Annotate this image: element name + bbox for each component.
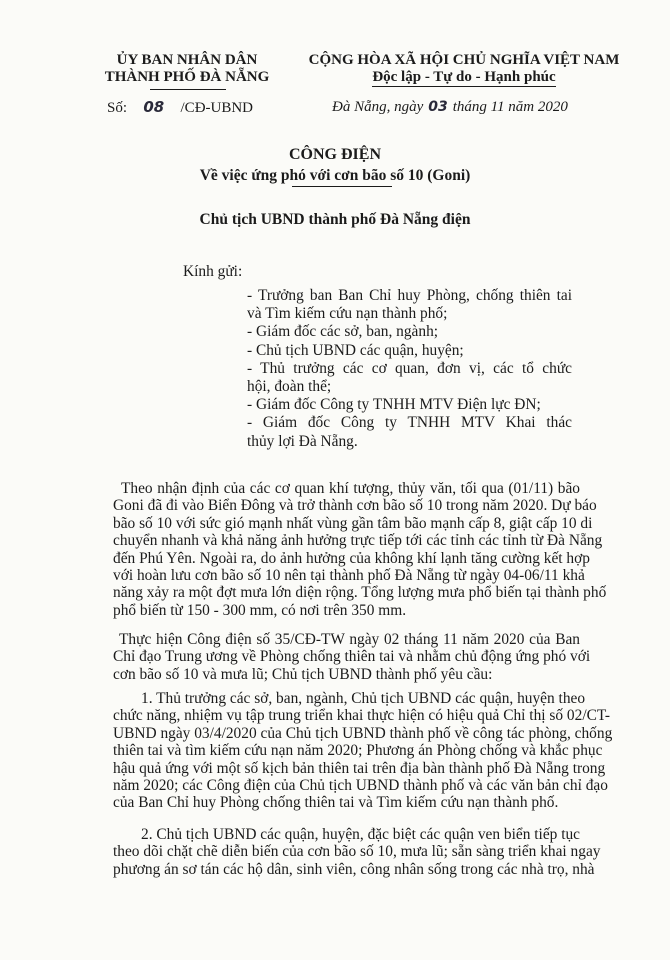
recipient-line: - Giám đốc các sở, ban, ngành; [247, 323, 439, 341]
text-line: UBND ngày 03/4/2020 của Chủ tịch UBND thành phố về công tác phòng, chống [113, 724, 613, 742]
text-line: Goni đã đi vào Biển Đông và trở thành cơn bão số 10 trong năm 2020. Dự báo [113, 497, 597, 515]
text-line: chuyển nhanh và khả năng ảnh hưởng trực tiếp tới các tỉnh các tỉnh từ Đà Nẵng [113, 532, 603, 550]
document-sender: Chủ tịch UBND thành phố Đà Nẵng điện [199, 211, 471, 228]
date-prefix: Đà Nẵng, ngày [332, 99, 424, 115]
text-line: Chỉ đạo Trung ương về Phòng chống thiên tai và nhằm chủ động ứng phó với [113, 648, 591, 666]
recipient-line: - Thủ trưởng các cơ quan, đơn vị, các tổ chức [247, 359, 572, 377]
text-line: bão số 10 với sức gió mạnh nhất vùng gần tâm bão mạnh cấp 8, giật cấp 10 di [113, 514, 593, 532]
paragraph-implementation [113, 631, 591, 683]
text-line: 1. Thủ trưởng các sở, ban, ngành, Chủ tịch UBND các quận, huyện theo [141, 690, 586, 707]
recipients-list [247, 287, 572, 451]
number-handwritten: 08 [143, 98, 165, 116]
paragraph-item-2 [113, 826, 601, 878]
text-line: năng xảy ra một đợt mưa lớn diện rộng. Tổng lượng mưa phổ biến tại thành phố [113, 584, 607, 602]
recipient-line: - Giám đốc Công ty TNHH MTV Điện lực ĐN; [247, 396, 541, 414]
recipient-line: - Trưởng ban Ban Chỉ huy Phòng, chống thiên tai [247, 287, 572, 304]
text-line: cơn bão số 10 và mưa lũ; Chủ tịch UBND thành phố yêu cầu: [113, 665, 493, 683]
recipient-line: hội, đoàn thể; [247, 378, 332, 396]
issuer-underline [150, 89, 226, 90]
national-motto: Độc lập - Tự do - Hạnh phúc [372, 69, 556, 85]
paragraph-item-1 [113, 690, 613, 812]
text-line: theo dõi chặt chẽ diễn biến của cơn bão số 10, mưa lũ; sẵn sàng triển khai ngay [113, 843, 601, 861]
paragraph-forecast [113, 480, 607, 619]
recipient-line: - Giám đốc Công ty TNHH MTV Khai thác [247, 414, 572, 432]
number-prefix: Số: [107, 100, 128, 116]
text-line: đến Phú Yên. Ngoài ra, do ảnh hưởng của không khí lạnh tăng cường kết hợp [113, 549, 590, 567]
text-line: phổ biến từ 150 - 300 mm, có nơi trên 350 mm. [113, 601, 407, 619]
number-suffix: /CĐ-UBND [180, 100, 254, 116]
document-number [107, 98, 253, 117]
text-line: phương án sơ tán các hộ dân, sinh viên, công nhân sống trong các nhà trọ, nhà [113, 860, 595, 878]
text-line: thiên tai và tìm kiếm cứu nạn năm 2020; Phương án Phòng chống và khắc phục [113, 742, 603, 760]
date-suffix: tháng 11 năm 2020 [452, 99, 568, 115]
subject-underline [292, 186, 392, 187]
recipients-greeting: Kính gửi: [183, 263, 243, 280]
date-day-handwritten: 03 [428, 99, 448, 115]
text-line: chức năng, nhiệm vụ tập trung triển khai thực hiện có hiệu quả Chỉ thị số 02/CT- [113, 707, 610, 725]
issuer-block [98, 52, 276, 86]
text-line: Thực hiện Công điện số 35/CĐ-TW ngày 02 tháng 11 năm 2020 của Ban [119, 631, 580, 648]
document-title: CÔNG ĐIỆN [288, 146, 381, 163]
issuer-line-1: ỦY BAN NHÂN DÂN [116, 52, 258, 68]
text-line: Theo nhận định của các cơ quan khí tượng, thủy văn, tối qua (01/11) bão [121, 480, 580, 497]
text-line: của Ban Chỉ huy Phòng chống thiên tai và Tìm kiếm cứu nạn thành phố. [113, 794, 559, 812]
recipient-line: và Tìm kiếm cứu nạn thành phố; [247, 305, 448, 323]
document-date [332, 99, 568, 116]
text-line: năm 2020; các Công điện của Chủ tịch UBND thành phố và các văn bản chỉ đạo [113, 777, 608, 795]
recipient-line: - Chủ tịch UBND các quận, huyện; [247, 341, 464, 359]
text-line: hậu quả ứng với một số kịch bản thiên tai trên địa bàn thành phố Đà Nẵng trong [113, 759, 606, 777]
national-name: CỘNG HÒA XÃ HỘI CHỦ NGHĨA VIỆT NAM [308, 52, 620, 68]
national-heading [300, 52, 628, 87]
issuer-line-2: THÀNH PHỐ ĐÀ NẴNG [104, 69, 270, 85]
recipient-line: thủy lợi Đà Nẵng. [247, 432, 358, 450]
text-line: với hoàn lưu cơn bão số 10 nên tại thành phố Đà Nẵng từ ngày 04-06/11 khả [113, 567, 585, 585]
text-line: 2. Chủ tịch UBND các quận, huyện, đặc biệt các quận ven biển tiếp tục [141, 826, 580, 843]
document-subject: Về việc ứng phó với cơn bão số 10 (Goni) [199, 167, 471, 184]
